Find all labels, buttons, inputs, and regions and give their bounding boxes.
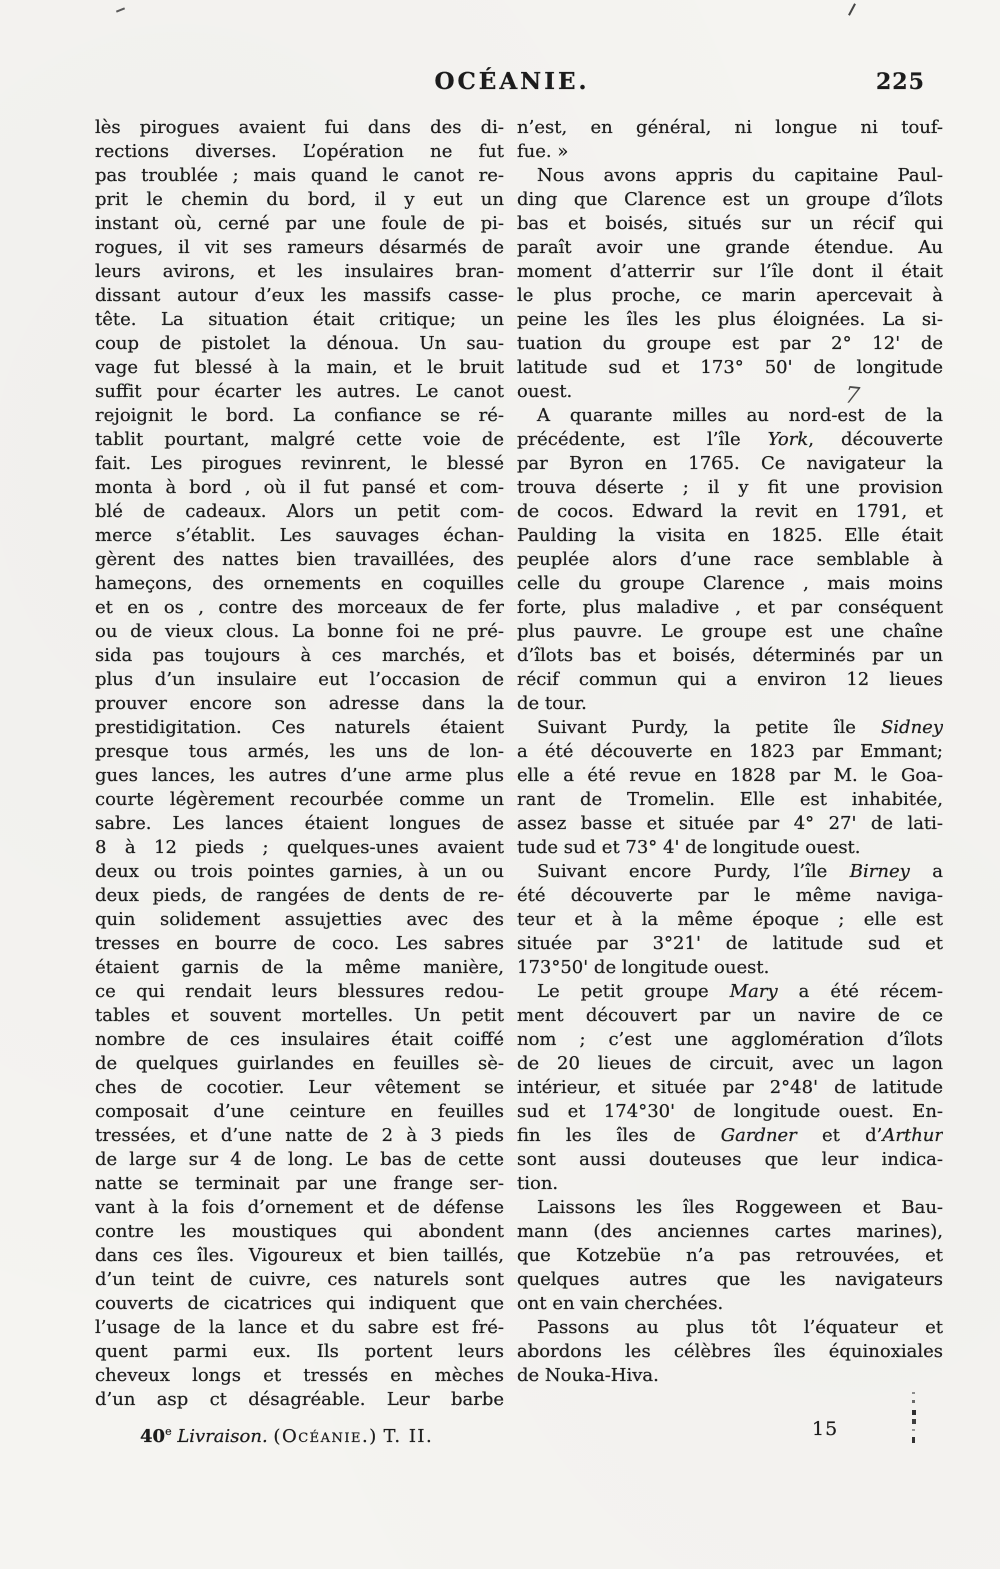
text-line: de 20 lieues de circuit, avec un lagon (517, 1053, 943, 1074)
text-column-right (517, 116, 943, 1388)
text-line: tables et souvent mortelles. Un petit (95, 1005, 504, 1026)
text-line: intérieur, et située par 2°48' de latitude (517, 1077, 943, 1098)
text-line: située par 3°21' de latitude sud et (517, 933, 943, 954)
text-line: a été découverte en 1823 par Emmant; (517, 741, 943, 762)
text-line: plus d’un insulaire eut l’occasion de (95, 669, 504, 690)
text-line: fue. » (517, 141, 569, 162)
signature-line (140, 1420, 433, 1449)
text-line: monta à bord , où il fut pansé et com- (95, 477, 504, 498)
text-line: Suivant Purdy, la petite île Sidney (537, 717, 943, 738)
text-line: sida pas toujours à ces marchés, et (95, 645, 504, 666)
text-line: sud et 174°30' de longitude ouest. En- (517, 1101, 943, 1122)
text-line: fait. Les pirogues revinrent, le blessé (95, 453, 504, 474)
text-line: dans ces îles. Vigoureux et bien taillés, (95, 1245, 504, 1266)
text-line: presque tous armés, les uns de lon- (95, 741, 504, 762)
text-line: instant où, cerné par une foule de pi- (95, 213, 504, 234)
text-line: trouva déserte ; il y fit une provision (517, 477, 943, 498)
text-line: plus pauvre. Le groupe est une chaîne (517, 621, 943, 642)
text-line: rogues, il vit ses rameurs désarmés de (95, 237, 504, 258)
text-line: quin solidement assujetties avec des (95, 909, 504, 930)
tome-label: T. II. (383, 1426, 434, 1447)
text-line: moment d’atterrir sur l’île dont il était (517, 261, 943, 282)
scan-artifact-dot (912, 1400, 915, 1403)
text-line: lès pirogues avaient fui dans des di- (95, 117, 504, 138)
text-line: de large sur 4 de long. Le bas de cette (95, 1149, 504, 1170)
text-line: tion. (517, 1173, 559, 1194)
text-line: de Nouka-Hiva. (517, 1365, 659, 1386)
text-line: leurs avirons, et les insulaires bran- (95, 261, 504, 282)
text-line: Paulding la visita en 1825. Elle était (517, 525, 943, 546)
scan-artifact-dash (116, 7, 125, 12)
text-line: vant à la fois d’ornement et de défense (95, 1197, 504, 1218)
text-line: 173°50' de longitude ouest. (517, 957, 770, 978)
text-line: quelques autres que les navigateurs (517, 1269, 943, 1290)
text-line: rejoignit le bord. La confiance se ré- (95, 405, 504, 426)
text-line: fin les îles de Gardner et d’Arthur (517, 1125, 943, 1146)
text-line: d’un teint de cuivre, ces naturels sont (95, 1269, 504, 1290)
text-line: latitude sud et 173° 50' de longitude (517, 357, 943, 378)
text-line: d’îlots bas et boisés, déterminés par un (517, 645, 943, 666)
text-line: le plus proche, ce marin apercevait à (517, 285, 943, 306)
text-line: Nous avons appris du capitaine Paul- (537, 165, 943, 186)
series-title: (Océanie.) (273, 1426, 378, 1447)
text-line: quent parmi eux. Ils portent leurs (95, 1341, 504, 1362)
text-line: suffit pour écarter les autres. Le canot (95, 381, 504, 402)
scan-artifact-dot (912, 1429, 915, 1431)
text-line: contre les moustiques qui abondent (95, 1221, 504, 1242)
text-line: vage fut blessé à la main, et le bruit (95, 357, 504, 378)
text-line: tressées, et d’une natte de 2 à 3 pieds (95, 1125, 504, 1146)
text-line: celle du groupe Clarence , mais moins (517, 573, 943, 594)
text-line: n’est, en général, ni longue ni touf- (517, 117, 943, 138)
text-line: courte légèrement recourbée comme un (95, 789, 504, 810)
text-line: prit le chemin du bord, il y eut un (95, 189, 504, 210)
text-line: gèrent des nattes bien travaillées, des (95, 549, 504, 570)
text-column-left (95, 116, 504, 1412)
text-line: peine les îles les plus éloignées. La si- (517, 309, 943, 330)
text-line: Suivant encore Purdy, l’île Birney a (537, 861, 943, 882)
text-line: A quarante milles au nord-est de la (537, 405, 943, 426)
text-line: l’usage de la lance et du sabre est fré- (95, 1317, 504, 1338)
text-line: blé de cadeaux. Alors un petit com- (95, 501, 504, 522)
text-line: de tour. (517, 693, 587, 714)
text-line: tuation du groupe est par 2° 12' de (517, 333, 943, 354)
text-line: nom ; c’est une agglomération d’îlots (517, 1029, 943, 1050)
text-line: paraît avoir une grande étendue. Au (517, 237, 943, 258)
text-line: tête. La situation était critique; un (95, 309, 504, 330)
text-line: ment découvert par un navire de ce (517, 1005, 943, 1026)
text-line: de quelques guirlandes en feuilles sè- (95, 1053, 504, 1074)
scan-artifact-dot (912, 1419, 916, 1424)
scan-artifact-dot (912, 1392, 915, 1394)
text-line: récif commun qui a environ 12 lieues (517, 669, 943, 690)
text-line: ding que Clarence est un groupe d’îlots (517, 189, 943, 210)
text-line: natte se terminait par une frange ser- (95, 1173, 504, 1194)
text-line: ont en vain cherchées. (517, 1293, 724, 1314)
text-line: par Byron en 1765. Ce navigateur la (517, 453, 943, 474)
text-line: cheveux longs et tressés en mèches (95, 1365, 504, 1386)
text-line: prestidigitation. Ces naturels étaient (95, 717, 504, 738)
text-line: teur et à la même époque ; elle est (517, 909, 943, 930)
text-line: assez basse et située par 4° 27' de lati- (517, 813, 943, 834)
text-line: Le petit groupe Mary a été récem- (537, 981, 943, 1002)
text-line: ou de vieux clous. La bonne foi ne pré- (95, 621, 504, 642)
livraison-number: 40 (140, 1426, 166, 1447)
text-line: de cocos. Edward la revit en 1791, et (517, 501, 943, 522)
text-line: peuplée alors d’une race semblable à (517, 549, 943, 570)
text-line: Passons au plus tôt l’équateur et (537, 1317, 943, 1338)
text-line: mann (des anciennes cartes marines), (517, 1221, 943, 1242)
text-line: deux pieds, de rangées de dents de re- (95, 885, 504, 906)
text-line: couverts de cicatrices qui indiquent que (95, 1293, 504, 1314)
text-line: sabre. Les lances étaient longues de (95, 813, 504, 834)
text-line: gues lances, les autres d’une arme plus (95, 765, 504, 786)
text-line: que Kotzebüe n’a pas retrouvées, et (517, 1245, 943, 1266)
text-line: elle a été revue en 1828 par M. le Goa- (517, 765, 943, 786)
text-line: 8 à 12 pieds ; quelques-unes avaient (95, 837, 504, 858)
text-line: été découverte par le même naviga- (517, 885, 943, 906)
signature-number: 15 (812, 1418, 839, 1440)
scan-artifact-handwritten-mark: 7 (843, 382, 861, 410)
text-line: d’un asp ct désagréable. Leur barbe (95, 1389, 504, 1410)
text-line: tude sud et 73° 4' de longitude ouest. (517, 837, 861, 858)
text-line: étaient garnis de la même manière, (95, 957, 504, 978)
text-line: ouest. (517, 381, 573, 402)
text-line: sont aussi douteuses que leur indica- (517, 1149, 943, 1170)
scan-artifact-dot (912, 1410, 916, 1415)
text-line: tresses en bourre de coco. Les sabres (95, 933, 504, 954)
livraison-suffix: e (165, 1425, 172, 1438)
text-line: abordons les célèbres îles équinoxiales (517, 1341, 943, 1362)
text-line: coup de pistolet la dénoua. Un sau- (95, 333, 504, 354)
text-line: dissant autour d’eux les massifs casse- (95, 285, 504, 306)
running-title: OCÉANIE. (434, 68, 590, 95)
text-line: composait d’une ceinture en feuilles (95, 1101, 504, 1122)
text-line: ce qui rendait leurs blessures redou- (95, 981, 504, 1002)
text-line: tablit pourtant, malgré cette voie de (95, 429, 504, 450)
scan-artifact-slash (848, 3, 856, 15)
text-line: merce s’établit. Les sauvages échan- (95, 525, 504, 546)
text-line: prouver encore son adresse dans la (95, 693, 504, 714)
text-line: rections diverses. L’opération ne fut (95, 141, 504, 162)
text-line: et en os , contre des morceaux de fer (95, 597, 504, 618)
text-line: deux ou trois pointes garnies, à un ou (95, 861, 504, 882)
text-line: pas troublée ; mais quand le canot re- (95, 165, 504, 186)
scan-artifact-dot (912, 1437, 915, 1443)
page-number: 225 (876, 69, 925, 95)
text-line: Laissons les îles Roggeween et Bau- (537, 1197, 943, 1218)
text-line: ches de cocotier. Leur vêtement se (95, 1077, 504, 1098)
livraison-label: Livraison. (177, 1426, 268, 1447)
text-line: précédente, est l’île York, découverte (517, 429, 943, 450)
text-line: hameçons, des ornements en coquilles (95, 573, 504, 594)
text-line: bas et boisés, situés sur un récif qui (517, 213, 943, 234)
text-line: forte, plus maladive , et par conséquent (517, 597, 943, 618)
text-line: nombre de ces insulaires était coiffé (95, 1029, 504, 1050)
text-line: rant de Tromelin. Elle est inhabitée, (517, 789, 943, 810)
